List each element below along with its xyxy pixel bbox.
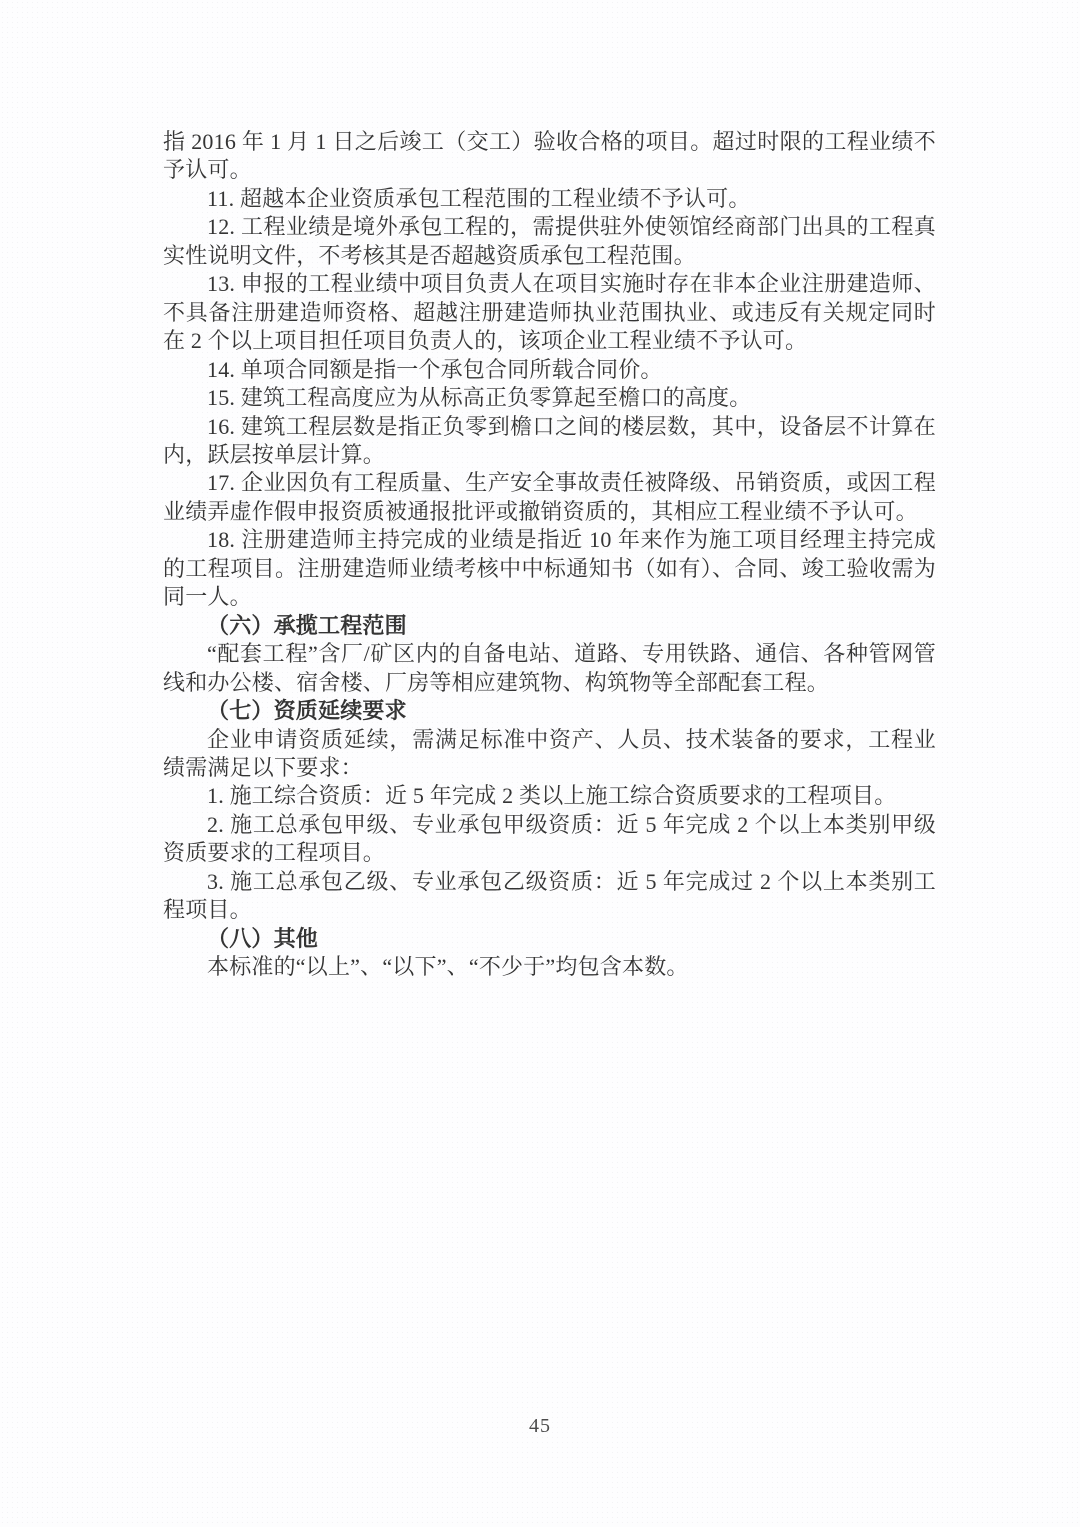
paragraph: 指 2016 年 1 月 1 日之后竣工（交工）验收合格的项目。超过时限的工程业绩不予认可。 [163,129,936,183]
paragraph: 2. 施工总承包甲级、专业承包甲级资质：近 5 年完成 2 个以上本类别甲级资质要求的工程项目。 [163,811,936,866]
section-heading: （六）承揽工程范围 [207,612,407,638]
paragraph: 18. 注册建造师主持完成的业绩是指近 10 年来作为施工项目经理主持完成的工程项目。注册建造师业绩考核中中标通知书（如有）、合同、竣工验收需为同一人。 [163,527,936,610]
paragraph: 3. 施工总承包乙级、专业承包乙级资质：近 5 年完成过 2 个以上本类别工程项目。 [163,868,936,923]
paragraph: 13. 申报的工程业绩中项目负责人在项目实施时存在非本企业注册建造师、不具备注册建造师资格、超越注册建造师执业范围执业、或违反有关规定同时在 2 个以上项目担任项目负责人的，该项企业工程业绩不予认可。 [163,271,936,354]
paragraph: 企业申请资质延续，需满足标准中资产、人员、技术装备的要求，工程业绩需满足以下要求： [163,726,936,780]
paragraph: 15. 建筑工程高度应为从标高正负零算起至檐口的高度。 [207,385,752,411]
document-body [163,128,936,982]
paragraph: 14. 单项合同额是指一个承包合同所载合同价。 [207,356,663,382]
paragraph: 17. 企业因负有工程质量、生产安全事故责任被降级、吊销资质，或因工程业绩弄虚作假申报资质被通报批评或撤销资质的，其相应工程业绩不予认可。 [163,470,936,524]
paragraph: 12. 工程业绩是境外承包工程的，需提供驻外使领馆经商部门出具的工程真实性说明文件，不考核其是否超越资质承包工程范围。 [163,214,936,268]
paragraph: 16. 建筑工程层数是指正负零到檐口之间的楼层数，其中，设备层不计算在内，跃层按单层计算。 [163,413,936,467]
paragraph: “配套工程”含厂/矿区内的自备电站、道路、专用铁路、通信、各种管网管线和办公楼、宿舍楼、厂房等相应建筑物、构筑物等全部配套工程。 [163,641,936,695]
paragraph: 本标准的“以上”、“以下”、“不少于”均包含本数。 [207,954,689,980]
section-heading: （八）其他 [207,925,319,951]
section-heading: （七）资质延续要求 [207,698,407,724]
paragraph: 1. 施工综合资质：近 5 年完成 2 类以上施工综合资质要求的工程项目。 [207,783,897,809]
page-number: 45 [529,1415,551,1437]
paragraph: 11. 超越本企业资质承包工程范围的工程业绩不予认可。 [207,185,751,211]
